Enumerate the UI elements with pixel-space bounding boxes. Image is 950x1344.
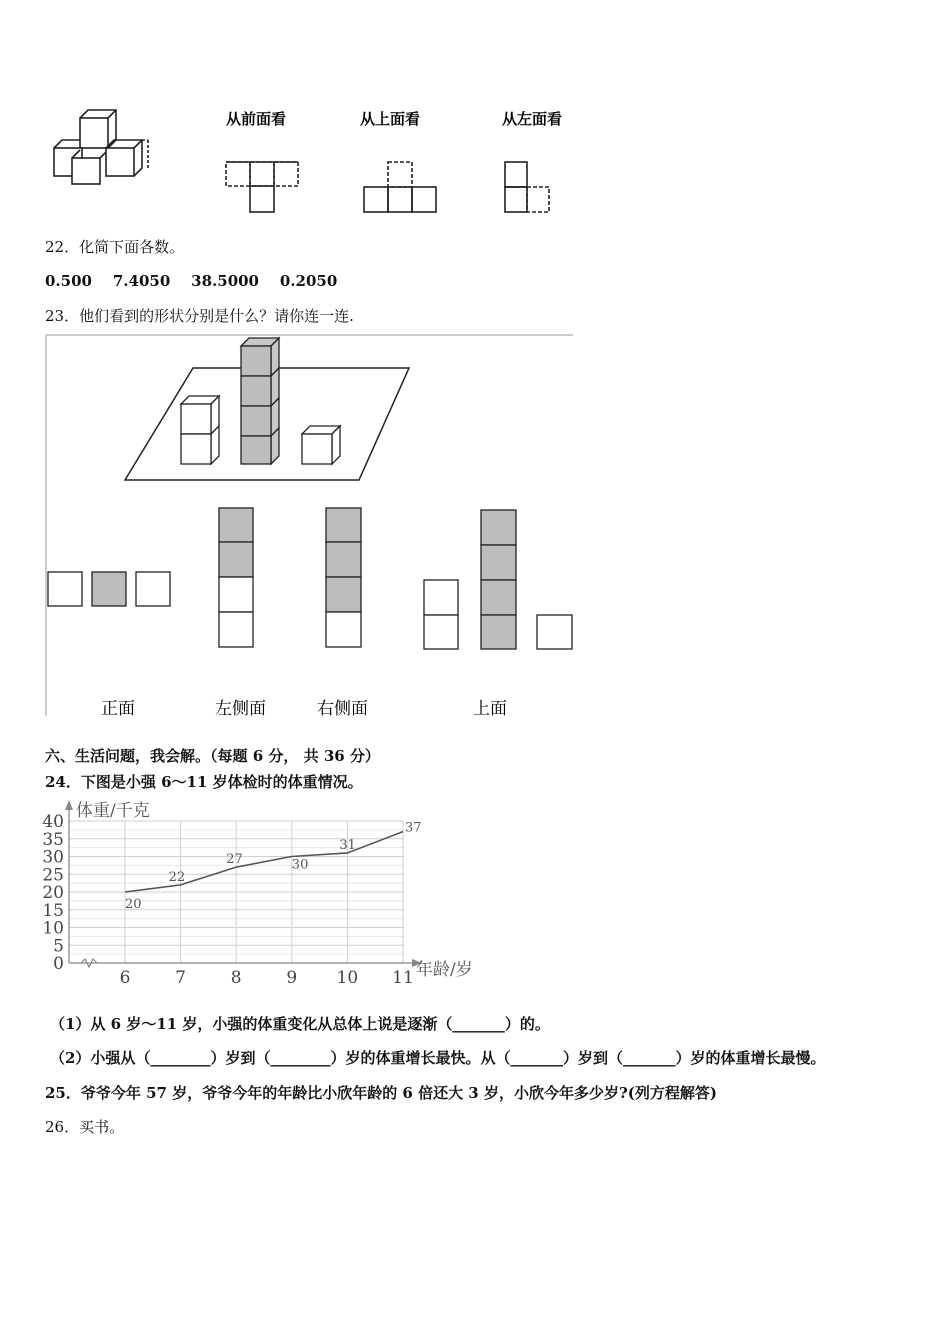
data-label: 27 [226,852,243,868]
weight-line-chart [40,796,490,986]
chart-marks [125,821,422,912]
q26-title: 26．买书。 [45,1118,125,1136]
label-front: 正面 [101,699,135,719]
y-tick-label: 5 [53,936,64,957]
three-views-figure [40,100,600,220]
stack-right [302,426,340,464]
option-right-side[interactable] [326,508,361,647]
label-top: 上面 [473,699,507,719]
y-tick-label: 35 [42,829,64,850]
front-view [226,162,298,212]
option-left-side[interactable] [219,508,253,647]
q22-title: 22．化简下面各数。 [45,238,185,256]
x-tick-label: 8 [230,968,242,986]
y-tick-label: 0 [53,954,64,974]
data-label: 20 [125,897,142,912]
q25-title: 25．爷爷今年 57 岁，爷爷今年的年龄比小欣年龄的 6 倍还大 3 岁，小欣今年多少岁?(列方程解答) [45,1084,717,1102]
x-tick-label: 10 [336,968,359,986]
label-left-side: 左侧面 [215,699,266,719]
q24-part2: （2）小强从（________）岁到（________）岁的体重增长最快。从（_______）岁到（_______）岁的体重增长最慢。 [50,1049,826,1067]
data-label: 22 [168,869,186,885]
stack-middle [241,338,279,464]
caption-left: 从左面看 [502,110,563,128]
q24-part1: （1）从 6 岁～11 岁，小强的体重变化从总体上说是逐渐（_______）的。 [50,1015,550,1033]
x-tick-label: 9 [286,968,298,986]
cube-arrangement [54,110,148,184]
data-label: 31 [339,837,356,853]
data-label: 37 [405,820,422,836]
caption-top: 从上面看 [360,110,421,128]
q22-numbers: 0.500 7.4050 38.5000 0.2050 [45,272,338,290]
option-top[interactable] [424,510,572,649]
y-tick-label: 40 [42,812,64,832]
label-right-side: 右侧面 [317,699,368,719]
q23-title: 23．他们看到的形状分别是什么？请你连一连. [45,307,354,325]
data-label: 30 [291,857,309,873]
y-axis-arrow [65,800,73,810]
y-axis-label: 体重/千克 [76,801,150,821]
section6-title: 六、生活问题，我会解。（每题 6 分， 共 36 分） [45,747,380,765]
caption-front: 从前面看 [226,110,287,128]
q23-figure [45,334,575,719]
y-tick-label: 30 [42,847,64,868]
x-tick-label: 7 [175,968,187,986]
top-view [364,162,436,212]
y-tick-label: 15 [42,900,64,921]
x-tick-label: 6 [119,968,131,986]
x-tick-label: 11 [392,968,414,986]
q24-title: 24．下图是小强 6～11 岁体检时的体重情况。 [45,773,363,791]
stack-left [181,396,219,464]
option-front[interactable] [48,572,170,606]
y-tick-label: 25 [42,865,64,886]
y-tick-label: 10 [42,918,64,939]
x-axis-label: 年龄/岁 [416,960,473,980]
y-tick-label: 20 [42,883,64,903]
left-view [505,162,549,212]
